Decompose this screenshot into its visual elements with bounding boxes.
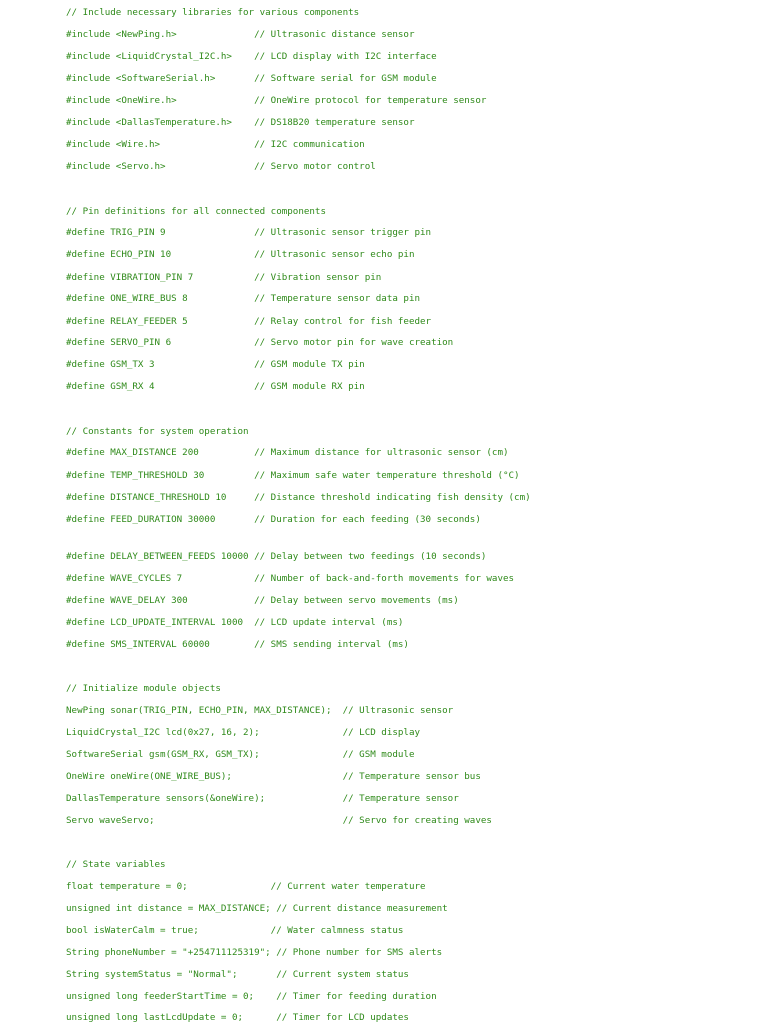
code-line-29: NewPing sonar(TRIG_PIN, ECHO_PIN, MAX_DISTANCE); // Ultrasonic sensor xyxy=(66,705,454,716)
code-line-13: #define ONE_WIRE_BUS 8 // Temperature sensor data pin xyxy=(66,293,421,304)
code-line-24: #define WAVE_CYCLES 7 // Number of back-and-forth movements for waves xyxy=(66,573,515,584)
code-line-27: #define SMS_INTERVAL 60000 // SMS sending interval (ms) xyxy=(66,639,409,650)
code-line-25: #define WAVE_DELAY 300 // Delay between servo movements (ms) xyxy=(66,595,459,606)
code-line-20: #define TEMP_THRESHOLD 30 // Maximum safe water temperature threshold (°C) xyxy=(66,470,520,481)
code-line-39: String phoneNumber = "+254711125319"; // Phone number for SMS alerts xyxy=(66,947,443,958)
code-line-30: LiquidCrystal_I2C lcd(0x27, 16, 2); // LCD display xyxy=(66,727,421,738)
code-line-10: #define TRIG_PIN 9 // Ultrasonic sensor trigger pin xyxy=(66,227,432,238)
code-line-38: bool isWaterCalm = true; // Water calmness status xyxy=(66,925,404,936)
code-line-2: #include <NewPing.h> // Ultrasonic distance sensor xyxy=(66,29,415,40)
code-line-31: SoftwareSerial gsm(GSM_RX, GSM_TX); // GSM module xyxy=(66,749,415,760)
code-line-14: #define RELAY_FEEDER 5 // Relay control for fish feeder xyxy=(66,316,432,327)
code-line-18: // Constants for system operation xyxy=(66,426,249,437)
code-line-6: #include <DallasTemperature.h> // DS18B20 temperature sensor xyxy=(66,117,415,128)
code-line-41: unsigned long feederStartTime = 0; // Timer for feeding duration xyxy=(66,991,437,1002)
code-line-33: DallasTemperature sensors(&oneWire); // Temperature sensor xyxy=(66,793,459,804)
code-line-34: Servo waveServo; // Servo for creating waves xyxy=(66,815,492,826)
code-line-23: #define DELAY_BETWEEN_FEEDS 10000 // Delay between two feedings (10 seconds) xyxy=(66,551,487,562)
code-line-1: // Include necessary libraries for various components xyxy=(66,7,360,18)
code-line-11: #define ECHO_PIN 10 // Ultrasonic sensor echo pin xyxy=(66,249,415,260)
code-line-28: // Initialize module objects xyxy=(66,683,221,694)
code-line-22: #define FEED_DURATION 30000 // Duration for each feeding (30 seconds) xyxy=(66,514,481,525)
code-line-26: #define LCD_UPDATE_INTERVAL 1000 // LCD update interval (ms) xyxy=(66,617,404,628)
code-line-7: #include <Wire.h> // I2C communication xyxy=(66,139,365,150)
code-line-21: #define DISTANCE_THRESHOLD 10 // Distance threshold indicating fish density (cm) xyxy=(66,492,531,503)
code-line-32: OneWire oneWire(ONE_WIRE_BUS); // Temperature sensor bus xyxy=(66,771,481,782)
code-line-5: #include <OneWire.h> // OneWire protocol for temperature sensor xyxy=(66,95,487,106)
code-line-40: String systemStatus = "Normal"; // Current system status xyxy=(66,969,409,980)
code-line-3: #include <LiquidCrystal_I2C.h> // LCD display with I2C interface xyxy=(66,51,437,62)
code-line-4: #include <SoftwareSerial.h> // Software serial for GSM module xyxy=(66,73,437,84)
code-line-35: // State variables xyxy=(66,859,166,870)
code-line-19: #define MAX_DISTANCE 200 // Maximum distance for ultrasonic sensor (cm) xyxy=(66,447,509,458)
code-line-36: float temperature = 0; // Current water temperature xyxy=(66,881,426,892)
code-line-42: unsigned long lastLcdUpdate = 0; // Timer for LCD updates xyxy=(66,1012,409,1023)
code-line-17: #define GSM_RX 4 // GSM module RX pin xyxy=(66,381,365,392)
code-line-16: #define GSM_TX 3 // GSM module TX pin xyxy=(66,359,365,370)
code-line-15: #define SERVO_PIN 6 // Servo motor pin for wave creation xyxy=(66,337,454,348)
code-line-37: unsigned int distance = MAX_DISTANCE; // Current distance measurement xyxy=(66,903,448,914)
code-line-12: #define VIBRATION_PIN 7 // Vibration sensor pin xyxy=(66,272,382,283)
code-line-8: #include <Servo.h> // Servo motor control xyxy=(66,161,376,172)
code-line-9: // Pin definitions for all connected components xyxy=(66,206,326,217)
